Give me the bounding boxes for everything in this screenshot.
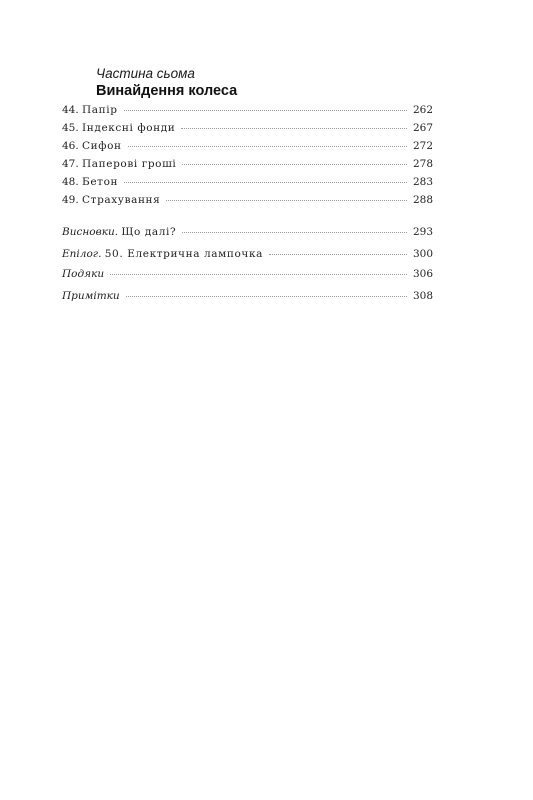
part-label: Частина сьома <box>96 66 195 81</box>
dot-leader <box>182 163 407 165</box>
dot-leader <box>124 181 407 183</box>
chapter-title: Бетон <box>82 176 119 188</box>
chapter-number: 44. <box>62 104 83 116</box>
page-number: 308 <box>412 290 433 302</box>
dot-leader <box>110 273 407 275</box>
toc-row-chapter-47[interactable] <box>62 158 433 174</box>
chapter-number: 48. <box>62 176 83 188</box>
dot-leader <box>269 253 407 255</box>
page-number: 293 <box>412 226 433 238</box>
toc-row-chapter-44[interactable] <box>62 104 433 120</box>
toc-row-acknowledgements[interactable] <box>62 268 433 284</box>
chapter-title: Страхування <box>82 194 161 206</box>
chapter-number: 49. <box>62 194 83 206</box>
dot-leader <box>128 145 407 147</box>
toc-row-conclusions[interactable] <box>62 226 433 242</box>
section-prefix: Епілог. <box>62 248 105 260</box>
page-number: 267 <box>412 122 433 134</box>
section-prefix: Примітки <box>62 290 120 302</box>
dot-leader <box>124 109 407 111</box>
page-number: 262 <box>412 104 433 116</box>
section-prefix: Подяки <box>62 268 105 280</box>
page-number: 283 <box>412 176 433 188</box>
toc-row-chapter-48[interactable] <box>62 176 433 192</box>
toc-row-chapter-46[interactable] <box>62 140 433 156</box>
section-title: Що далі? <box>121 226 177 238</box>
dot-leader <box>181 127 407 129</box>
toc-row-epilogue[interactable] <box>62 248 433 264</box>
toc-row-chapter-49[interactable] <box>62 194 433 210</box>
page-number: 272 <box>412 140 433 152</box>
section-prefix: Висновки. <box>62 226 122 238</box>
chapter-number: 45. <box>62 122 83 134</box>
page-number: 288 <box>412 194 433 206</box>
page-number: 300 <box>412 248 433 260</box>
chapter-number: 46. <box>62 140 83 152</box>
part-title: Винайдення колеса <box>96 83 238 99</box>
chapter-title: Сифон <box>82 140 122 152</box>
toc-row-notes[interactable] <box>62 290 433 306</box>
dot-leader <box>126 295 407 297</box>
chapter-title: Паперові гроші <box>82 158 177 170</box>
chapter-title: Індексні фонди <box>82 122 176 134</box>
chapter-title: Папір <box>82 104 118 116</box>
toc-row-chapter-45[interactable] <box>62 122 433 138</box>
page-number: 278 <box>412 158 433 170</box>
dot-leader <box>182 231 407 233</box>
dot-leader <box>166 199 407 201</box>
chapter-number: 47. <box>62 158 83 170</box>
page-number: 306 <box>412 268 433 280</box>
section-title: 50. Електрична лампочка <box>104 248 263 260</box>
